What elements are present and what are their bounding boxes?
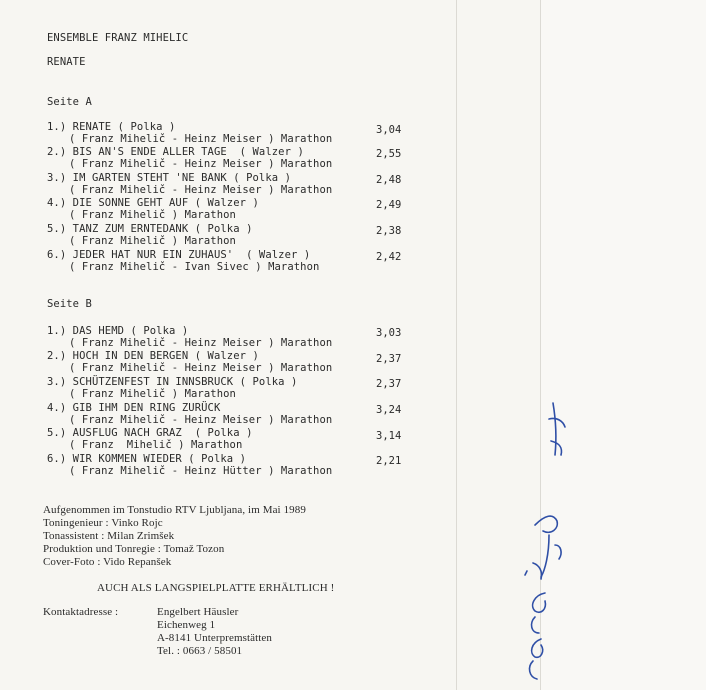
contact-line: Engelbert Häusler — [157, 606, 239, 618]
contact-line: Tel. : 0663 / 58501 — [157, 645, 243, 657]
credit-line: Toningenieur : Vinko Rojc — [43, 517, 163, 529]
credit-line: Tonassistent : Milan Zrimšek — [43, 530, 175, 542]
track-title: 4.) DIE SONNE GEHT AUF ( Walzer ) — [47, 197, 259, 209]
track-duration: 2,42 — [376, 251, 402, 263]
track-duration: 2,37 — [376, 353, 402, 365]
track-credit: ( Franz Mihelič - Heinz Hütter ) Marathon — [69, 465, 333, 477]
track-title: 3.) IM GARTEN STEHT 'NE BANK ( Polka ) — [47, 172, 292, 184]
track-credit: ( Franz Mihelič - Heinz Meiser ) Marathon — [69, 337, 333, 349]
track-credit: ( Franz Mihelič ) Marathon — [69, 388, 236, 400]
track-title: 3.) SCHÜTZENFEST IN INNSBRUCK ( Polka ) — [47, 376, 298, 388]
side-b-label: Seite B — [47, 298, 92, 310]
track-title: 6.) WIR KOMMEN WIEDER ( Polka ) — [47, 453, 247, 465]
track-duration: 2,49 — [376, 199, 402, 211]
track-credit: ( Franz Mihelič - Ivan Sivec ) Marathon — [69, 261, 320, 273]
credit-line: Produktion und Tonregie : Tomaž Tozon — [43, 543, 225, 555]
track-duration: 2,48 — [376, 174, 402, 186]
track-credit: ( Franz Mihelič - Heinz Meiser ) Marathon — [69, 184, 333, 196]
track-duration: 2,38 — [376, 225, 402, 237]
track-title: 2.) HOCH IN DEN BERGEN ( Walzer ) — [47, 350, 259, 362]
track-duration: 2,21 — [376, 455, 402, 467]
track-credit: ( Franz Mihelič - Heinz Meiser ) Marathon — [69, 414, 333, 426]
track-title: 5.) TANZ ZUM ERNTEDANK ( Polka ) — [47, 223, 253, 235]
handwritten-signature-icon — [505, 395, 585, 685]
lp-availability-note: AUCH ALS LANGSPIELPLATTE ERHÄLTLICH ! — [97, 582, 335, 594]
contact-label: Kontaktadresse : — [43, 606, 119, 618]
track-duration: 3,04 — [376, 124, 402, 136]
track-duration: 2,55 — [376, 148, 402, 160]
track-credit: ( Franz Mihelič - Heinz Meiser ) Marathon — [69, 362, 333, 374]
track-credit: ( Franz Mihelič - Heinz Meiser ) Marathon — [69, 158, 333, 170]
album-title: RENATE — [47, 56, 86, 68]
track-title: 1.) RENATE ( Polka ) — [47, 121, 176, 133]
track-credit: ( Franz Mihelič ) Marathon — [69, 439, 243, 451]
track-duration: 3,14 — [376, 430, 402, 442]
track-title: 1.) DAS HEMD ( Polka ) — [47, 325, 189, 337]
track-title: 4.) GIB IHM DEN RING ZURÜCK — [47, 402, 221, 414]
track-duration: 3,24 — [376, 404, 402, 416]
track-credit: ( Franz Mihelič - Heinz Meiser ) Marathon — [69, 133, 333, 145]
contact-line: Eichenweg 1 — [157, 619, 216, 631]
track-duration: 3,03 — [376, 327, 402, 339]
track-title: 5.) AUSFLUG NACH GRAZ ( Polka ) — [47, 427, 253, 439]
side-a-label: Seite A — [47, 96, 92, 108]
track-duration: 2,37 — [376, 378, 402, 390]
track-title: 2.) BIS AN'S ENDE ALLER TAGE ( Walzer ) — [47, 146, 304, 158]
track-title: 6.) JEDER HAT NUR EIN ZUHAUS' ( Walzer ) — [47, 249, 311, 261]
credit-line: Cover-Foto : Vido Repanšek — [43, 556, 172, 568]
track-credit: ( Franz Mihelič ) Marathon — [69, 209, 236, 221]
track-credit: ( Franz Mihelič ) Marathon — [69, 235, 236, 247]
contact-line: A-8141 Unterpremstätten — [157, 632, 273, 644]
ensemble-title: ENSEMBLE FRANZ MIHELIC — [47, 32, 189, 44]
fold-line — [456, 0, 457, 690]
credit-line: Aufgenommen im Tonstudio RTV Ljubljana, im Mai 1989 — [43, 504, 306, 516]
